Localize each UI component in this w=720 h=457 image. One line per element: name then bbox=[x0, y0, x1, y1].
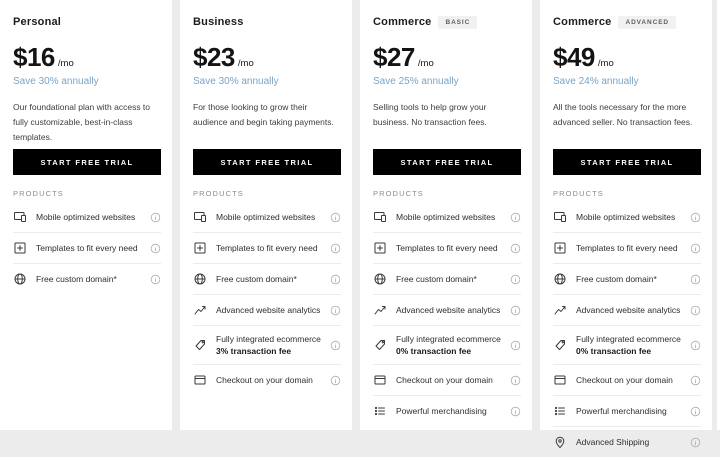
start-free-trial-button[interactable]: START FREE TRIAL bbox=[193, 149, 341, 175]
feature-text bbox=[216, 305, 325, 315]
plan-header bbox=[373, 15, 521, 29]
plan-card bbox=[540, 0, 712, 447]
feature-text bbox=[396, 243, 505, 253]
feature-row bbox=[553, 426, 701, 457]
price-period: /mo bbox=[57, 58, 74, 69]
feature-label: Templates to fit every need bbox=[396, 243, 498, 253]
feature-row bbox=[373, 202, 521, 232]
info-icon[interactable] bbox=[330, 375, 341, 386]
analytics-icon bbox=[373, 303, 387, 317]
info-icon[interactable] bbox=[330, 212, 341, 223]
feature-row bbox=[373, 232, 521, 263]
template-icon bbox=[193, 241, 207, 255]
list-icon bbox=[373, 404, 387, 418]
feature-text bbox=[216, 212, 325, 222]
feature-list bbox=[13, 202, 161, 294]
feature-label: Advanced Shipping bbox=[576, 437, 650, 447]
plan-price: $23 bbox=[193, 42, 235, 72]
plan-name: Business bbox=[193, 16, 244, 28]
price-period: /mo bbox=[597, 58, 614, 69]
feature-text bbox=[216, 243, 325, 253]
feature-row bbox=[553, 263, 701, 294]
info-icon[interactable] bbox=[690, 305, 701, 316]
plan-name: Commerce bbox=[553, 16, 612, 28]
feature-label: Templates to fit every need bbox=[576, 243, 678, 253]
plan-card bbox=[360, 0, 532, 430]
feature-text bbox=[396, 334, 505, 356]
plan-card bbox=[180, 0, 352, 430]
devices-icon bbox=[13, 210, 27, 224]
globe-icon bbox=[373, 272, 387, 286]
feature-label: Powerful merchandising bbox=[576, 406, 667, 416]
info-icon[interactable] bbox=[150, 274, 161, 285]
feature-label: Advanced website analytics bbox=[396, 305, 501, 315]
feature-list bbox=[553, 202, 701, 457]
feature-row bbox=[373, 364, 521, 395]
price-row bbox=[193, 42, 341, 70]
tag-icon bbox=[553, 338, 567, 352]
globe-icon bbox=[193, 272, 207, 286]
info-icon[interactable] bbox=[690, 274, 701, 285]
plan-tier-badge: BASIC bbox=[438, 16, 477, 29]
feature-label: Templates to fit every need bbox=[36, 243, 138, 253]
info-icon[interactable] bbox=[510, 375, 521, 386]
analytics-icon bbox=[193, 303, 207, 317]
products-section-label: PRODUCTS bbox=[553, 189, 604, 198]
template-icon bbox=[13, 241, 27, 255]
info-icon[interactable] bbox=[510, 274, 521, 285]
info-icon[interactable] bbox=[510, 406, 521, 417]
feature-label: Free custom domain* bbox=[396, 274, 477, 284]
info-icon[interactable] bbox=[510, 340, 521, 351]
feature-label: Fully integrated ecommerce bbox=[396, 334, 501, 344]
info-icon[interactable] bbox=[690, 243, 701, 254]
feature-text bbox=[36, 243, 145, 253]
feature-list bbox=[193, 202, 341, 395]
save-annually-link[interactable]: Save 24% annually bbox=[553, 76, 639, 87]
pin-icon bbox=[553, 435, 567, 449]
feature-label: Fully integrated ecommerce bbox=[216, 334, 321, 344]
plan-header bbox=[193, 15, 341, 29]
feature-list bbox=[373, 202, 521, 426]
feature-sublabel: 3% transaction fee bbox=[216, 346, 292, 356]
info-icon[interactable] bbox=[690, 212, 701, 223]
checkout-card-icon bbox=[193, 373, 207, 387]
start-free-trial-button[interactable]: START FREE TRIAL bbox=[373, 149, 521, 175]
plan-description: For those looking to grow their audience and begin taking payments. bbox=[193, 102, 334, 127]
plan-name: Personal bbox=[13, 16, 62, 28]
feature-row bbox=[373, 325, 521, 364]
plan-price: $16 bbox=[13, 42, 55, 72]
globe-icon bbox=[553, 272, 567, 286]
plan-header bbox=[13, 15, 161, 29]
save-annually-link[interactable]: Save 30% annually bbox=[193, 76, 279, 87]
checkout-card-icon bbox=[553, 373, 567, 387]
devices-icon bbox=[553, 210, 567, 224]
plan-description: Selling tools to help grow your business. No transaction fees. bbox=[373, 102, 487, 127]
info-icon[interactable] bbox=[330, 243, 341, 254]
checkout-card-icon bbox=[373, 373, 387, 387]
feature-text bbox=[36, 212, 145, 222]
start-free-trial-button[interactable]: START FREE TRIAL bbox=[13, 149, 161, 175]
info-icon[interactable] bbox=[510, 212, 521, 223]
feature-row bbox=[553, 232, 701, 263]
tag-icon bbox=[193, 338, 207, 352]
feature-label: Fully integrated ecommerce bbox=[576, 334, 681, 344]
feature-row bbox=[553, 364, 701, 395]
price-period: /mo bbox=[417, 58, 434, 69]
plan-header bbox=[553, 15, 701, 29]
feature-text bbox=[396, 274, 505, 284]
feature-text bbox=[216, 334, 325, 356]
info-icon[interactable] bbox=[330, 305, 341, 316]
feature-label: Advanced website analytics bbox=[216, 305, 321, 315]
info-icon[interactable] bbox=[510, 243, 521, 254]
feature-label: Free custom domain* bbox=[216, 274, 297, 284]
feature-sublabel: 0% transaction fee bbox=[396, 346, 472, 356]
info-icon[interactable] bbox=[510, 305, 521, 316]
feature-text bbox=[576, 334, 685, 356]
info-icon[interactable] bbox=[330, 340, 341, 351]
feature-row bbox=[193, 294, 341, 325]
feature-text bbox=[576, 406, 685, 416]
template-icon bbox=[553, 241, 567, 255]
feature-label: Free custom domain* bbox=[36, 274, 117, 284]
feature-row bbox=[373, 263, 521, 294]
feature-label: Mobile optimized websites bbox=[36, 212, 136, 222]
feature-row bbox=[373, 395, 521, 426]
feature-label: Mobile optimized websites bbox=[216, 212, 316, 222]
feature-row bbox=[553, 395, 701, 426]
devices-icon bbox=[193, 210, 207, 224]
save-annually-link[interactable]: Save 30% annually bbox=[13, 76, 99, 87]
feature-text bbox=[396, 212, 505, 222]
products-section-label: PRODUCTS bbox=[13, 189, 64, 198]
devices-icon bbox=[373, 210, 387, 224]
feature-row bbox=[193, 202, 341, 232]
feature-row bbox=[193, 364, 341, 395]
feature-label: Checkout on your domain bbox=[396, 375, 493, 385]
info-icon[interactable] bbox=[690, 406, 701, 417]
feature-text bbox=[576, 212, 685, 222]
feature-row bbox=[13, 232, 161, 263]
start-free-trial-button[interactable]: START FREE TRIAL bbox=[553, 149, 701, 175]
feature-label: Mobile optimized websites bbox=[396, 212, 496, 222]
feature-label: Advanced website analytics bbox=[576, 305, 681, 315]
feature-text bbox=[576, 305, 685, 315]
feature-row bbox=[193, 263, 341, 294]
feature-text bbox=[396, 305, 505, 315]
plan-price: $49 bbox=[553, 42, 595, 72]
feature-label: Mobile optimized websites bbox=[576, 212, 676, 222]
feature-label: Templates to fit every need bbox=[216, 243, 318, 253]
feature-row bbox=[13, 202, 161, 232]
feature-text bbox=[216, 274, 325, 284]
feature-text bbox=[576, 437, 685, 447]
analytics-icon bbox=[553, 303, 567, 317]
feature-label: Checkout on your domain bbox=[576, 375, 673, 385]
plan-card bbox=[0, 0, 172, 430]
feature-text bbox=[396, 406, 505, 416]
feature-text bbox=[576, 274, 685, 284]
feature-text bbox=[36, 274, 145, 284]
plan-tier-badge: ADVANCED bbox=[618, 16, 676, 29]
feature-label: Free custom domain* bbox=[576, 274, 657, 284]
feature-row bbox=[553, 294, 701, 325]
feature-text bbox=[576, 243, 685, 253]
feature-row bbox=[373, 294, 521, 325]
feature-label: Powerful merchandising bbox=[396, 406, 487, 416]
products-section-label: PRODUCTS bbox=[193, 189, 244, 198]
info-icon[interactable] bbox=[150, 243, 161, 254]
feature-text bbox=[396, 375, 505, 385]
globe-icon bbox=[13, 272, 27, 286]
template-icon bbox=[373, 241, 387, 255]
info-icon[interactable] bbox=[330, 274, 341, 285]
feature-row bbox=[553, 325, 701, 364]
price-row bbox=[373, 42, 521, 70]
list-icon bbox=[553, 404, 567, 418]
feature-text bbox=[576, 375, 685, 385]
tag-icon bbox=[373, 338, 387, 352]
price-period: /mo bbox=[237, 58, 254, 69]
info-icon[interactable] bbox=[150, 212, 161, 223]
info-icon[interactable] bbox=[690, 375, 701, 386]
price-row bbox=[553, 42, 701, 70]
feature-row bbox=[193, 325, 341, 364]
feature-text bbox=[216, 375, 325, 385]
info-icon[interactable] bbox=[690, 340, 701, 351]
plan-price: $27 bbox=[373, 42, 415, 72]
save-annually-link[interactable]: Save 25% annually bbox=[373, 76, 459, 87]
price-row bbox=[13, 42, 161, 70]
plan-description: All the tools necessary for the more advanced seller. No transaction fees. bbox=[553, 102, 693, 127]
plan-description: Our foundational plan with access to fully customizable, best-in-class templates. bbox=[13, 102, 151, 142]
feature-row bbox=[193, 232, 341, 263]
info-icon[interactable] bbox=[690, 437, 701, 448]
feature-row bbox=[13, 263, 161, 294]
feature-label: Checkout on your domain bbox=[216, 375, 313, 385]
plan-name: Commerce bbox=[373, 16, 432, 28]
products-section-label: PRODUCTS bbox=[373, 189, 424, 198]
feature-row bbox=[553, 202, 701, 232]
feature-sublabel: 0% transaction fee bbox=[576, 346, 652, 356]
